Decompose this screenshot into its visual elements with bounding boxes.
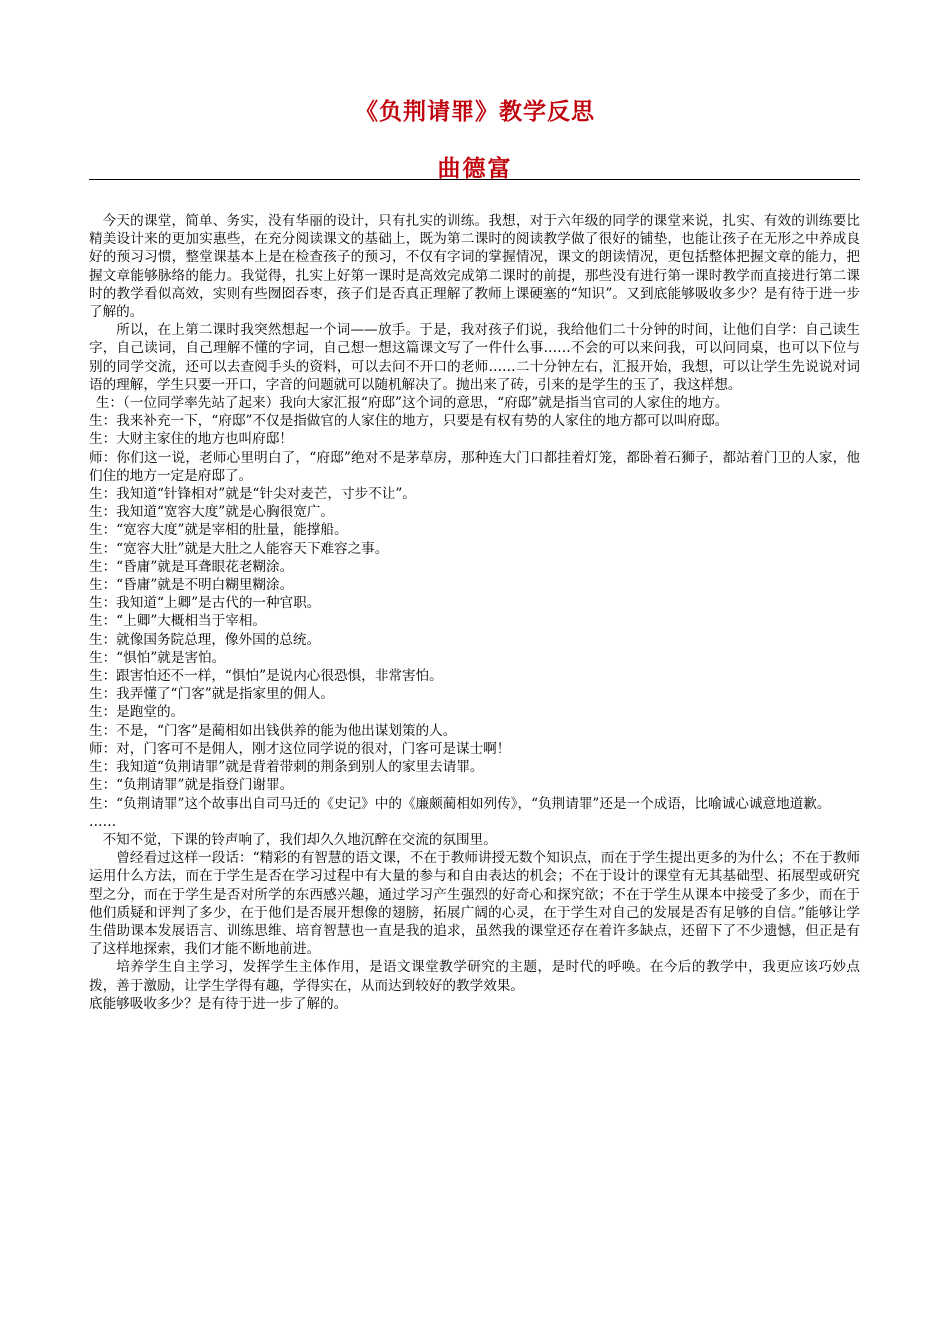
dialogue-line: 生：我知道“负荆请罪”就是背着带刺的荆条到别人的家里去请罪。 [89, 759, 484, 776]
dialogue-line: 生：“宽容大肚”就是大肚之人能容天下难容之事。 [89, 540, 389, 557]
dialogue-line: 生：跟害怕还不一样，“惧怕”是说内心很恐惧，非常害怕。 [89, 668, 443, 685]
title-divider [89, 179, 860, 180]
dialogue-line: 生：我知道“上卿”是古代的一种官职。 [89, 595, 321, 612]
dialogue-line: 生：（一位同学率先站了起来）我向大家汇报“府邸”这个词的意思，“府邸”就是指当官司的人家住的地方。 [95, 395, 729, 412]
paragraph: 不知不觉，下课的铃声响了，我们却久久地沉醉在交流的氛围里。 [102, 831, 497, 848]
dialogue-line: 生：“宽容大度”就是宰相的肚量，能撑船。 [89, 522, 348, 539]
dialogue-line: 生：“上卿”大概相当于宰相。 [89, 613, 267, 630]
dialogue-line: 生：是跑堂的。 [89, 704, 185, 721]
dialogue-line: 生：不是，“门客”是蔺相如出钱供养的能为他出谋划策的人。 [89, 722, 457, 739]
document-body [89, 212, 860, 1013]
ellipsis: …… [89, 813, 117, 830]
dialogue-line: 生：“昏庸”就是不明白糊里糊涂。 [89, 577, 294, 594]
dialogue-line: 生：“惧怕”就是害怕。 [89, 649, 226, 666]
document-title: 《负荆请罪》教学反思 [355, 99, 595, 125]
dialogue-line: 生：大财主家住的地方也叫府邸！ [89, 431, 293, 448]
document-author: 曲德富 [437, 156, 513, 182]
dialogue-line: 生：我知道“宽容大度”就是心胸很宽广。 [89, 504, 334, 521]
dialogue-line: 师：你们这一说，老师心里明白了，“府邸”绝对不是茅草房，那种连大门口都挂着灯笼，都卧着石狮子，都站着门卫的人家，他们住的地方一定是府邸了。 [89, 449, 860, 484]
dialogue-line: 生：就像国务院总理，像外国的总统。 [89, 631, 321, 648]
paragraph: 底能够吸收多少？是有待于进一步了解的。 [89, 995, 348, 1012]
dialogue-line: 生：我弄懂了“门客”就是指家里的佣人。 [89, 686, 334, 703]
dialogue-line: 生：我来补充一下，“府邸”不仅是指做官的人家住的地方，只要是有权有势的人家住的地方都可以叫府邸。 [89, 413, 729, 430]
dialogue-line: 师：对，门客可不是佣人，刚才这位同学说的很对，门客可是谋士啊！ [89, 740, 511, 757]
paragraph: 所以，在上第二课时我突然想起一个词——放手。于是，我对孩子们说，我给他们二十分钟的时间，让他们自学：自己读生字，自己读词，自己理解不懂的字词，自己想一想这篇课文写了一件什么事……不会的可以来问我，可以问同桌，也可以下位与别的同学交流，还可以去查阅手头的资料，可以去问不开口的老师……二十分钟左右，汇报开始，我想，可以让学生先说说对词语的理解，学生只要一开口，字音的问题就可以随机解决了。抛出来了砖，引来的是学生的玉了，我这样想。 [89, 322, 860, 393]
dialogue-line: 生：“昏庸”就是耳聋眼花老糊涂。 [89, 558, 294, 575]
paragraph: 今天的课堂，简单、务实，没有华丽的设计，只有扎实的训练。我想，对于六年级的同学的课堂来说，扎实、有效的训练要比精美设计来的更加实惠些，在充分阅读课文的基础上，既为第二课时的阅读教学做了很好的铺垫，也能让孩子在无形之中养成良好的预习习惯，整堂课基本上是在检查孩子的预习，不仅有字词的掌握情况，课文的朗读情况，更包括整体把握文章的能力，把握文章能够脉络的能力。我觉得，扎实上好第一课时是高效完成第二课时的前提，那些没有进行第一课时教学而直接进行第二课时的教学看似高效，实则有些囫囵吞枣，孩子们是否真正理解了教师上课硬塞的“知识”。又到底能够吸收多少？是有待于进一步了解的。 [89, 213, 860, 321]
dialogue-line: 生：我知道“针锋相对”就是“针尖对麦芒，寸步不让”。 [89, 486, 416, 503]
paragraph: 曾经看过这样一段话：“精彩的有智慧的语文课，不在于教师讲授无数个知识点，而在于学生提出更多的为什么；不在于教师运用什么方法，而在于学生是否在学习过程中有大量的参与和自由表达的机会；不在于设计的课堂有无其基础型、拓展型或研究型之分，而在于学生是否对所学的东西感兴趣，通过学习产生强烈的好奇心和探究欲；不在于学生从课本中接受了多少，而在于他们质疑和评判了多少，在于他们是否展开想像的翅膀，拓展广阔的心灵，在于学生对自己的发展是否有足够的自信。”能够让学生借助课本发展语言、训练思维、培育智慧也一直是我的追求，虽然我的课堂还存在着许多缺点，还留下了不少遗憾，但正是有了这样地探索，我们才能不断地前进。 [89, 850, 860, 958]
paragraph: 培养学生自主学习，发挥学生主体作用，是语文课堂教学研究的主题，是时代的呼唤。在今后的教学中，我更应该巧妙点拨，善于激励，让学生学得有趣，学得实在，从而达到较好的教学效果。 [89, 959, 860, 994]
dialogue-line: 生：“负荆请罪”就是指登门谢罪。 [89, 777, 294, 794]
dialogue-line: 生：“负荆请罪”这个故事出自司马迁的《史记》中的《廉颇蔺相如列传》，“负荆请罪”还是一个成语，比喻诚心诚意地道歉。 [89, 795, 831, 812]
